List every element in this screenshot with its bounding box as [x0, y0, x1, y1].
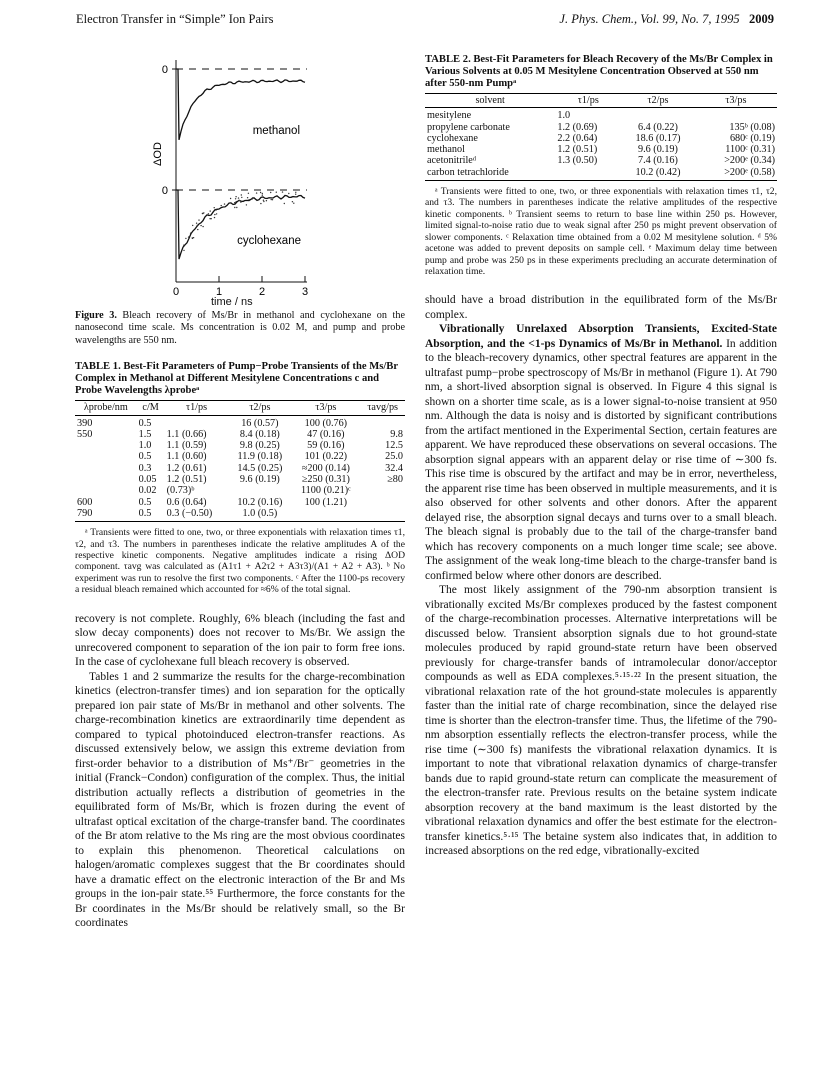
- noise-dot: [247, 197, 248, 198]
- noise-dot: [234, 207, 235, 208]
- noise-dot: [295, 194, 296, 195]
- table-cell: [291, 508, 360, 522]
- table-cell: 1.1 (0.66): [166, 428, 207, 440]
- table-1-header: c/M: [137, 401, 165, 415]
- table-cell: propylene carbonate: [427, 121, 510, 133]
- right-column: [425, 44, 777, 859]
- noise-dot: [197, 229, 198, 230]
- figure-3-plot: [75, 44, 405, 300]
- table-cell: [695, 108, 777, 122]
- tick-0: 0: [172, 286, 180, 298]
- figure-3-caption: Figure 3. Bleach recovery of Ms/Br in methanol and cyclohexane on the nanosecond time scale. Ms concentration is 0.02 M, and pump and probe wavelengths are 550 nm.: [75, 310, 405, 346]
- noise-dot: [263, 201, 264, 202]
- zero-label-bottom: 0: [161, 185, 168, 197]
- table-1-header: λprobe/nm: [75, 401, 137, 415]
- noise-dot: [262, 193, 263, 194]
- table-cell: 1.1 (0.60): [166, 451, 207, 463]
- noise-dot: [214, 207, 215, 208]
- table-cell: 9.6 (0.19): [638, 144, 678, 156]
- table-1-title: TABLE 1. Best-Fit Parameters of Pump−Probe Transients of the Ms/Br Complex in Methanol at Different Mesitylene Concentrations c and Probe Wavelengths λprobeᵃ: [75, 361, 398, 397]
- noise-dot: [188, 236, 189, 237]
- table-cell: 8.4 (0.18): [239, 428, 280, 440]
- noise-dot: [284, 203, 285, 204]
- paragraph: recovery is not complete. Roughly, 6% bleach (including the fast and slow decay components) does not recover to Ms/Br. We assign the unrecovered component to separation of the ion pair to form free ions. In the case of cyclohexane full bleach recovery is observed.: [75, 612, 405, 669]
- table-row: [75, 451, 405, 462]
- noise-dot: [260, 192, 261, 193]
- table-cell: [75, 474, 137, 485]
- noise-dot: [221, 205, 222, 206]
- table-row: [75, 497, 405, 508]
- table-cell: 1.2 (0.61): [166, 462, 207, 474]
- noise-dot: [192, 225, 193, 226]
- table-row: [75, 508, 405, 522]
- noise-dot: [208, 213, 209, 214]
- table-cell: 100 (1.21): [304, 496, 348, 508]
- table-cell: [360, 485, 405, 496]
- noise-dot: [238, 197, 239, 198]
- table-cell: 6.4 (0.22): [638, 121, 678, 133]
- table-cell: 0.6 (0.64): [166, 496, 207, 508]
- table-cell: 0.3: [138, 462, 152, 474]
- figure-3: [75, 44, 405, 308]
- table-row: [75, 415, 405, 429]
- table-cell: 25.0: [385, 451, 403, 463]
- left-column: [75, 44, 405, 931]
- table-2-title: TABLE 2. Best-Fit Parameters for Bleach Recovery of the Ms/Br Complex in Various Solvents at 0.05 M Mesitylene Concentration Observed at 550 nm after 550-nm Pumpᵃ: [425, 54, 773, 89]
- table-cell: 0.5: [137, 508, 165, 522]
- noise-dot: [183, 250, 184, 251]
- table-row: [75, 429, 405, 440]
- table-cell: 680ᶜ (0.19): [729, 132, 775, 144]
- noise-dot: [236, 207, 237, 208]
- noise-dot: [262, 195, 263, 196]
- zero-label-top: 0: [161, 64, 168, 76]
- table-cell: 0.3 (−0.50): [165, 508, 229, 522]
- table-cell: 1100ᶜ (0.31): [725, 144, 775, 156]
- table-cell: [165, 415, 229, 429]
- noise-dot: [235, 196, 236, 197]
- table-cell: 14.5 (0.25): [237, 462, 283, 474]
- table-2-header: solvent: [425, 94, 555, 108]
- table-row: [75, 474, 405, 485]
- noise-dot: [295, 192, 296, 193]
- table-cell: ≈200 (0.14): [301, 462, 350, 474]
- noise-dot: [248, 193, 249, 194]
- table-cell: [360, 497, 405, 508]
- noise-dot: [276, 192, 277, 193]
- table-cell: ≥250 (0.31): [301, 474, 350, 485]
- table-cell: 600: [77, 496, 93, 508]
- noise-dot: [252, 198, 253, 199]
- noise-dot: [216, 213, 217, 214]
- noise-dot: [254, 197, 255, 198]
- paragraph: should have a broad distribution in the equilibrated form of the Ms/Br complex.: [425, 294, 777, 321]
- table-cell: 390: [77, 417, 93, 429]
- noise-dot: [246, 204, 247, 205]
- noise-dot: [190, 233, 191, 234]
- table-cell: [75, 440, 137, 451]
- journal-citation: J. Phys. Chem., Vol. 99, No. 7, 1995 2009: [559, 12, 774, 26]
- noise-dot: [272, 199, 273, 200]
- table-cell: 1.5: [138, 428, 152, 440]
- table-cell: 135ᵇ (0.08): [729, 121, 775, 133]
- table-cell: >200ᵉ (0.58): [695, 167, 777, 181]
- noise-dot: [185, 238, 186, 239]
- table-2-footnote: ᵃ Transients were fitted to one, two, or three exponentials with relaxation times τ1, τ2, and τ3. The numbers in parentheses indicate the relative amplitudes of the respective kinetic components. ᵇ Transient seems to return to base line within 250 ps. However, limited signal-to-noise ratio due to weak signal after 250 ps might prevent observation of slower components. ᶜ Relaxation time obtained from a 0.02 M mesitylene solution. ᵈ 5% acetone was added to prevent deposits on sample cell. ᵉ Maximum delay time between pump and probe was 250 ps in these experiments precluding an accurate determination of relaxation time.: [425, 186, 777, 277]
- noise-dot: [232, 203, 233, 204]
- table-cell: >200ᵉ (0.34): [724, 155, 775, 167]
- table-row: [425, 155, 777, 166]
- table-cell: 10.2 (0.42): [621, 167, 695, 181]
- table-1-header: τavg/ps: [360, 401, 405, 415]
- table-cell: [621, 108, 695, 122]
- noise-dot: [266, 200, 267, 201]
- table-cell: [360, 508, 405, 522]
- table-1-header: τ2/ps: [228, 401, 291, 415]
- table-row: [75, 440, 405, 451]
- noise-dot: [288, 193, 289, 194]
- methanol-label: methanol: [252, 125, 300, 137]
- table-2-header: τ2/ps: [621, 94, 695, 108]
- noise-dot: [293, 203, 294, 204]
- noise-dot: [241, 197, 242, 198]
- table-cell: [360, 415, 405, 429]
- noise-dot: [248, 199, 249, 200]
- table-cell: 9.6 (0.19): [239, 474, 280, 485]
- noise-dot: [241, 194, 242, 195]
- page-number: 2009: [749, 12, 774, 26]
- table-cell: 10.2 (0.16): [237, 496, 283, 508]
- table-cell: 9.8 (0.25): [239, 440, 280, 452]
- table-cell: 32.4: [385, 462, 403, 474]
- table-2-header: τ3/ps: [695, 94, 777, 108]
- table-cell: 11.9 (0.18): [237, 451, 283, 463]
- table-row: [425, 122, 777, 133]
- table-cell: 100 (0.76): [304, 417, 348, 429]
- cyclohexane-label: cyclohexane: [237, 235, 301, 247]
- table-cell: 1.2 (0.51): [557, 144, 598, 156]
- table-2-body: [425, 108, 777, 181]
- y-axis-label: ΔOD: [152, 142, 164, 166]
- noise-dot: [224, 203, 225, 204]
- noise-dot: [292, 201, 293, 202]
- table-cell: 1.0 (0.5): [228, 508, 291, 522]
- paragraph: The most likely assignment of the 790-nm absorption transient is vibrationally excited Ms/Br complexes produced by the fastest component of the charge-recombination processes. Alternative interpretations will be discussed below. Transient absorption signals due to hot ground-state molecules produced by rapid ground-state return have been observed previously for charge-transfer bands of intramolecular donor/acceptor compounds as well as EDA complexes.⁵·¹⁵·²² In the present situation, the vibrational relaxation rate of the hot ground-state molecules is apparently faster than the initial rate of charge recombination, since the delayed rise time is shorter than the electron-transfer time. Thus, the lifetime of the 790-nm absorption essentially reflects the electron-transfer process, while the rise time (∼300 fs) manifests the vibrational relaxation dynamics. It is important to note that vibrational relaxation dynamics of charge-transfer bands due to rapid ground-state return can complicate the measurement of the electron-transfer rate. Previous results on the betaine system indicate absorption recovery at the band maximum is the least distorted by the vibrational relaxation dynamics and offer the best estimate for the electron-transfer kinetics.⁵·¹⁵ The betaine system also indicates that, in addition to increased absorptions on the red edge, vibrationally-excited: [425, 584, 777, 858]
- noise-dot: [192, 238, 193, 239]
- noise-dot: [200, 225, 201, 226]
- table-cell: [75, 451, 137, 462]
- table-cell: mesitylene: [427, 110, 472, 122]
- table-cell: (0.73)ᵇ: [166, 485, 195, 497]
- table-cell: 1.0: [557, 110, 571, 122]
- table-cell: 1100 (0.21)ᶜ: [300, 485, 351, 497]
- x-axis-label: time / ns: [211, 296, 253, 308]
- noise-dot: [256, 192, 257, 193]
- noise-dot: [263, 200, 264, 201]
- table-cell: carbon tetrachloride: [425, 167, 555, 181]
- table-cell: 16 (0.57): [241, 417, 279, 429]
- table-row: [425, 144, 777, 155]
- tick-1: 1: [215, 286, 223, 298]
- table-cell: ≥80: [387, 474, 403, 485]
- table-cell: [75, 463, 137, 474]
- left-body-text: [75, 612, 405, 931]
- noise-dot: [215, 209, 216, 210]
- noise-dot: [282, 191, 283, 192]
- table-1: [75, 400, 405, 522]
- table-1-footnote: ᵃ Transients were fitted to one, two, or three exponentials with relaxation times τ1, τ2, and τ3. The numbers in parentheses indicate the relative amplitudes A of the respective kinetic components. Negative amplitudes indicate a rising ΔOD component. τavg was calculated as (A1τ1 + A2τ2 + A3τ3)/(A1 + A2 + A3). ᵇ No experiment was run to resolve the first two components. ᶜ After the 1100-ps recovery a residual bleach remained which accounted for ≈6% of the total signal.: [75, 527, 405, 596]
- table-cell: 1.2 (0.69): [557, 121, 598, 133]
- noise-dot: [270, 192, 271, 193]
- table-1-body: [75, 415, 405, 522]
- table-row: [425, 108, 777, 122]
- section-heading: Vibrationally Unrelaxed Absorption Transients, Excited-State Absorption, and the <1-ps Dynamics of Ms/Br in Methanol.: [425, 323, 777, 350]
- noise-dot: [236, 201, 237, 202]
- table-row: [425, 167, 777, 181]
- noise-dot: [260, 203, 261, 204]
- table-cell: 0.02: [138, 485, 157, 497]
- table-cell: 9.8: [390, 428, 403, 440]
- table-cell: 7.4 (0.16): [638, 155, 678, 167]
- noise-dot: [230, 198, 231, 199]
- paragraph: Tables 1 and 2 summarize the results for the charge-recombination kinetics (electron-transfer times) and ion separation for the optically prepared ion pair state of Ms/Br in methanol and other solvents. The charge-recombination kinetics are extraordinarily time dependent as compared to typical photoinduced electron-transfer reactions. As discussed extensively below, we assign this extreme deviation from first-order behavior to a distribution of Ms⁺/Br⁻ geometries in the initial (Franck−Condon) configuration of the complex. Thus, the initial distribution actually reflects a distribution of geometries in the equilibrated form of Ms/Br, which is frozen during the event of ultrafast optical excitation of the charge-transfer band. The coordinates of the Br atom relative to the Ms ring are the most obvious coordinates to explain this phenomenon. Theoretical calculations on halogen/aromatic complexes suggest that the Br coordinates should have a dramatic effect on the electronic interaction of the Br and Ms groups in the ion-pair state.⁵⁵ Furthermore, the force constants for the Br coordinates in the Ms/Br should be relatively small, so the Br coordinates: [75, 670, 405, 930]
- noise-dot: [214, 217, 215, 218]
- noise-dot: [209, 218, 210, 219]
- noise-dot: [202, 213, 203, 214]
- noise-dot: [183, 245, 184, 246]
- table-cell: 12.5: [385, 440, 403, 452]
- right-body-text: [425, 293, 777, 859]
- table-cell: 18.6 (0.17): [635, 132, 681, 144]
- noise-dot: [196, 223, 197, 224]
- noise-dot: [240, 202, 241, 203]
- table-cell: 101 (0.22): [304, 451, 348, 463]
- paragraph: Vibrationally Unrelaxed Absorption Transients, Excited-State Absorption, and the <1-ps Dynamics of Ms/Br in Methanol. In addition to the bleach-recovery dynamics, other spectral features are apparent in the ultrafast pump−probe spectroscopy of Ms/Br in methanol (Figure 1). At 790 nm, a short-lived absorption signal is observed. In Figure 4 this signal is shown on a shorter time scale, as is a lower signal-to-noise transient at 950 nm. Although the data is noisy and is distorted by significant contributions from the artifact mentioned in the Experimental Section, certain features are apparent. We have reproduced these observations on several occasions. The absorption signal appears with an apparent delay or rise time of ∼300 fs. This rise time is obscured by the artifact and may be in error, nevertheless, the apparent rise time has been observed in multiple measurements, and it is also observed for other solvents and other donors. After the apparent delayed rise, the absorption signal decays and turns over to a small bleach. The bleach signal is probably due to the tail of the charge-transfer band which has recovery components on a much longer time scale; see above. The assignment of the weak long-time bleach to the charge-transfer band is confirmed below where other donors are described.: [425, 323, 777, 582]
- table-1-header: τ3/ps: [291, 401, 360, 415]
- table-row: [425, 133, 777, 144]
- table-cell: [555, 167, 621, 181]
- noise-dot: [239, 200, 240, 201]
- table-cell: 790: [75, 508, 137, 522]
- table-cell: cyclohexane: [427, 132, 478, 144]
- tick-3: 3: [301, 286, 309, 298]
- table-cell: 1.0: [138, 440, 152, 452]
- table-cell: 0.05: [138, 474, 157, 485]
- table-cell: 2.2 (0.64): [557, 132, 598, 144]
- table-cell: 0.5: [138, 451, 152, 463]
- table-cell: 0.5: [138, 417, 152, 429]
- table-cell: 1.2 (0.51): [166, 474, 207, 485]
- table-cell: acetonitrileᵈ: [427, 155, 476, 167]
- table-cell: 1.1 (0.59): [166, 440, 207, 452]
- table-cell: 59 (0.16): [307, 440, 345, 452]
- noise-dot: [214, 214, 215, 215]
- table-2: [425, 93, 777, 181]
- table-cell: methanol: [427, 144, 465, 156]
- table-row: [75, 485, 405, 496]
- table-row: [75, 463, 405, 474]
- running-header: Electron Transfer in “Simple” Ion Pairs: [76, 12, 274, 26]
- table-cell: 550: [77, 428, 93, 440]
- table-cell: [75, 485, 137, 496]
- table-cell: [228, 485, 291, 496]
- table-1-header: τ1/ps: [165, 401, 229, 415]
- table-cell: 1.3 (0.50): [557, 155, 598, 167]
- noise-dot: [193, 237, 194, 238]
- noise-dot: [234, 202, 235, 203]
- table-2-header: τ1/ps: [555, 94, 621, 108]
- tick-2: 2: [258, 286, 266, 298]
- noise-dot: [198, 219, 199, 220]
- noise-dot: [210, 210, 211, 211]
- noise-dot: [235, 198, 236, 199]
- table-cell: 47 (0.16): [307, 428, 345, 440]
- noise-dot: [197, 225, 198, 226]
- table-cell: 0.5: [138, 496, 152, 508]
- noise-dot: [202, 226, 203, 227]
- noise-dot: [271, 199, 272, 200]
